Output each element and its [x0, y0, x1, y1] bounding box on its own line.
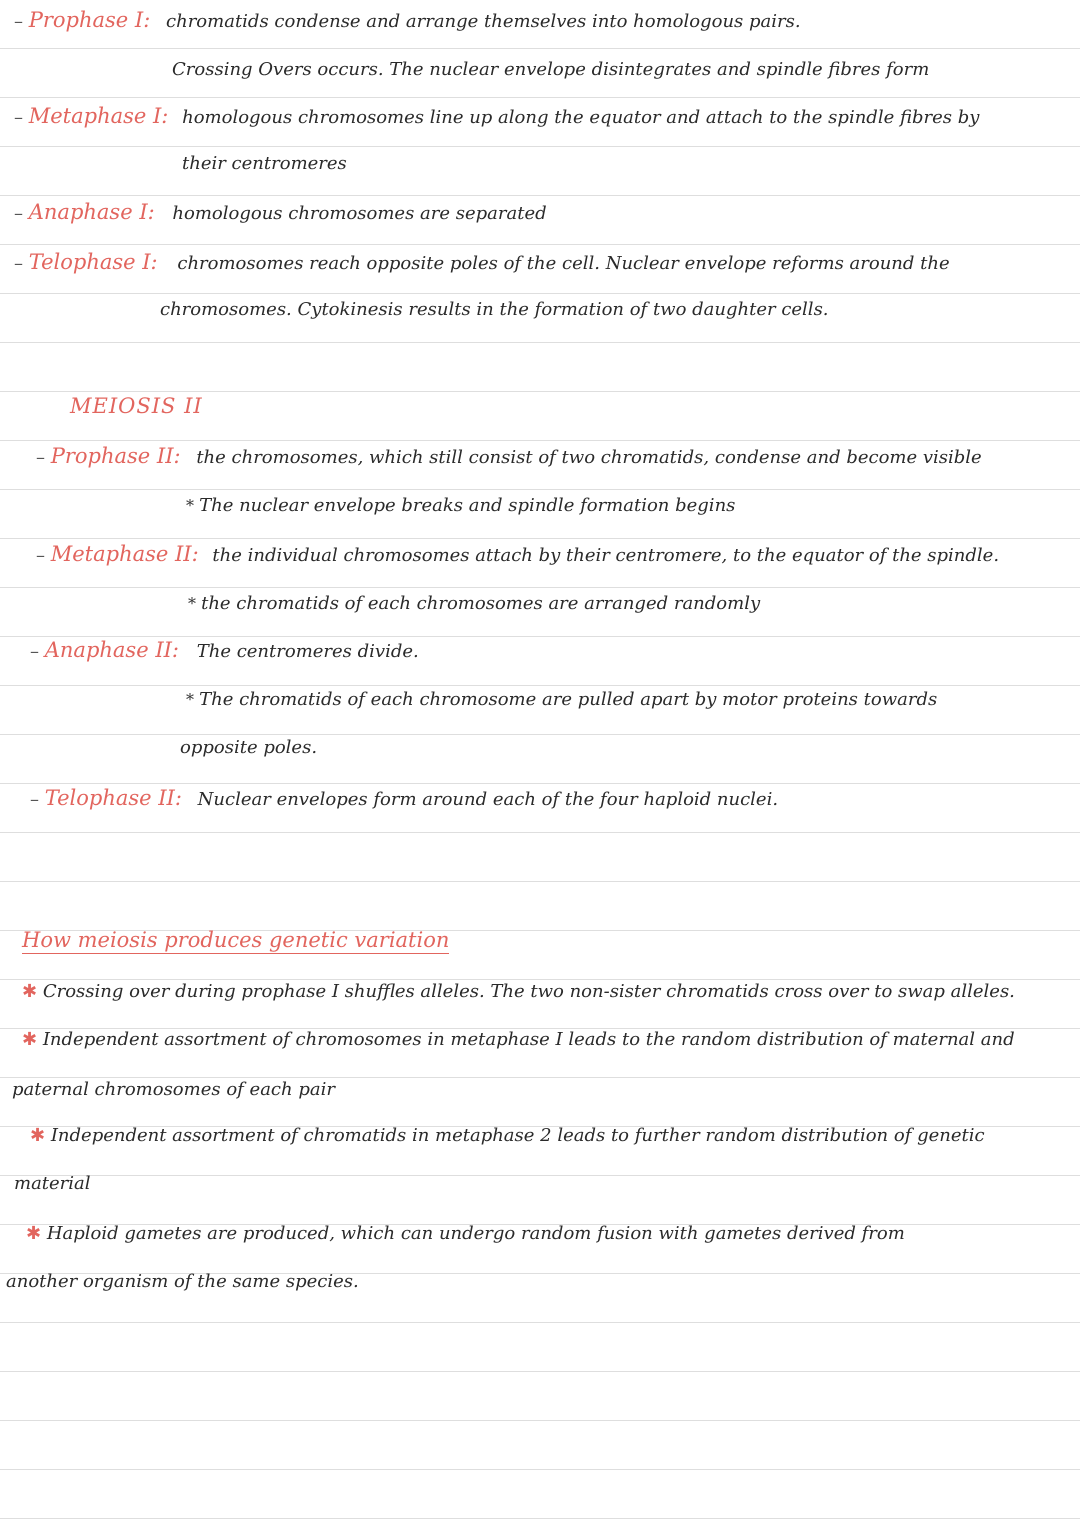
variation-point-2-text-2: paternal chromosomes of each pair: [12, 1079, 335, 1100]
variation-heading: How meiosis produces genetic variation: [22, 928, 450, 952]
metaphase-2-row: – Metaphase II: the individual chromosomes attach by their centromere, to the equator of the spindle.: [36, 542, 1000, 566]
metaphase-2-text-2: the chromatids of each chromosomes are arranged randomly: [201, 593, 761, 614]
anaphase-2-text-2: The chromatids of each chromosome are pulled apart by motor proteins towards: [199, 689, 938, 710]
telophase-2-text: Nuclear envelopes form around each of the four haploid nuclei.: [197, 789, 779, 810]
variation-point-4: [26, 1222, 905, 1246]
asterisk-icon: *: [188, 594, 202, 613]
bullet-star-icon: ✱: [30, 1125, 51, 1146]
prophase-2-label: Prophase II:: [50, 444, 181, 468]
variation-point-3: [30, 1124, 985, 1148]
anaphase-2-text-3: opposite poles.: [180, 737, 318, 758]
metaphase-2-row-2: [188, 592, 760, 616]
prophase-1-row: – Prophase I: chromatids condense and arrange themselves into homologous pairs.: [14, 8, 801, 32]
variation-point-1: [22, 980, 1015, 1004]
prophase-2-row-2: [186, 494, 735, 518]
anaphase-2-row-2: [186, 688, 937, 712]
metaphase-2-text: the individual chromosomes attach by their centromere, to the equator of the spindle.: [212, 545, 1000, 566]
anaphase-1-text: homologous chromosomes are separated: [172, 203, 547, 224]
variation-point-4-text: Haploid gametes are produced, which can undergo random fusion with gametes derived from: [46, 1223, 905, 1244]
prophase-2-text-2: The nuclear envelope breaks and spindle formation begins: [199, 495, 736, 516]
prophase-1-label: Prophase I:: [28, 8, 151, 32]
variation-point-3-text-2: material: [14, 1173, 91, 1194]
variation-point-1-text: Crossing over during prophase I shuffles alleles. The two non-sister chromatids cross over to swap alleles.: [42, 981, 1015, 1002]
metaphase-1-row: – Metaphase I: homologous chromosomes line up along the equator and attach to the spindle fibres by: [14, 104, 980, 128]
variation-point-2: [22, 1028, 1015, 1052]
anaphase-2-row: – Anaphase II: The centromeres divide.: [30, 638, 419, 662]
asterisk-icon: *: [186, 690, 200, 709]
meiosis-2-heading: MEIOSIS II: [70, 394, 203, 418]
anaphase-2-text: The centromeres divide.: [196, 641, 419, 662]
prophase-2-text: the chromosomes, which still consist of two chromatids, condense and become visible: [196, 447, 982, 468]
telophase-1-label: Telophase I:: [28, 250, 158, 274]
metaphase-2-label: Metaphase II:: [50, 542, 199, 566]
prophase-1-text: chromatids condense and arrange themselves into homologous pairs.: [166, 11, 801, 32]
anaphase-1-label: Anaphase I:: [28, 200, 155, 224]
bullet-star-icon: ✱: [26, 1223, 47, 1244]
metaphase-1-text: homologous chromosomes line up along the equator and attach to the spindle fibres by: [182, 107, 980, 128]
prophase-2-row: – Prophase II: the chromosomes, which still consist of two chromatids, condense and become visible: [36, 444, 982, 468]
variation-point-4-text-2: another organism of the same species.: [6, 1271, 359, 1292]
metaphase-1-text-2: their centromeres: [182, 153, 347, 174]
telophase-1-text-2: chromosomes. Cytokinesis results in the formation of two daughter cells.: [160, 299, 829, 320]
telophase-1-row: – Telophase I: chromosomes reach opposite poles of the cell. Nuclear envelope reforms around the: [14, 250, 950, 274]
bullet-star-icon: ✱: [22, 981, 43, 1002]
variation-point-3-text: Independent assortment of chromatids in metaphase 2 leads to further random distribution of genetic: [50, 1125, 985, 1146]
anaphase-1-row: – Anaphase I: homologous chromosomes are separated: [14, 200, 547, 224]
telophase-2-label: Telophase II:: [44, 786, 182, 810]
bullet-star-icon: ✱: [22, 1029, 43, 1050]
telophase-1-text: chromosomes reach opposite poles of the cell. Nuclear envelope reforms around the: [177, 253, 950, 274]
asterisk-icon: *: [186, 496, 200, 515]
variation-point-2-text: Independent assortment of chromosomes in metaphase I leads to the random distribution of maternal and: [42, 1029, 1015, 1050]
telophase-2-row: – Telophase II: Nuclear envelopes form around each of the four haploid nuclei.: [30, 786, 779, 810]
prophase-1-text-2: Crossing Overs occurs. The nuclear envelope disintegrates and spindle fibres form: [172, 59, 930, 80]
metaphase-1-label: Metaphase I:: [28, 104, 169, 128]
anaphase-2-label: Anaphase II:: [44, 638, 179, 662]
